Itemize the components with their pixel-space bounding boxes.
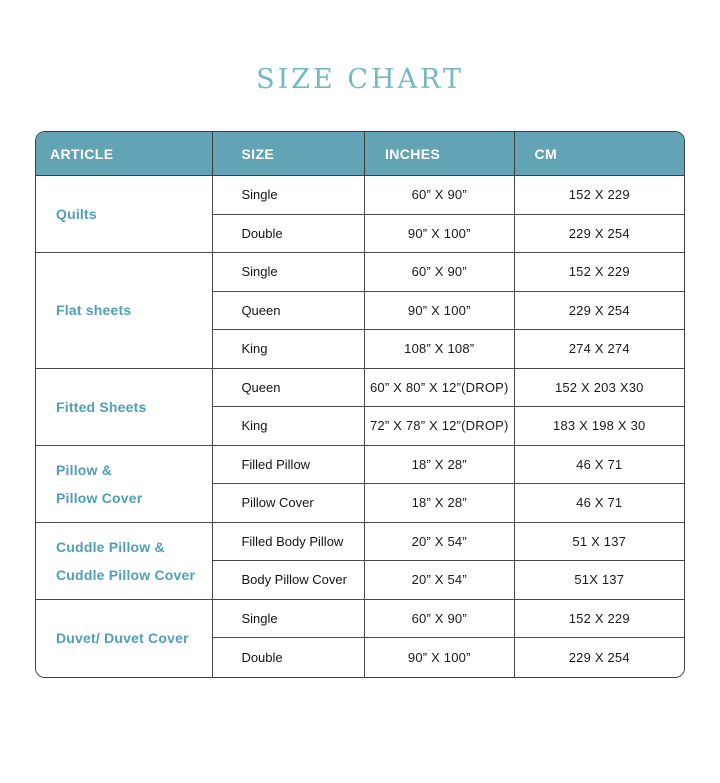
column-header-inches: INCHES bbox=[365, 132, 515, 176]
inches-cell: 20” X 54” bbox=[365, 523, 515, 562]
cm-cell: 46 X 71 bbox=[515, 446, 684, 485]
article-label: Quilts bbox=[56, 206, 97, 222]
cm-cell: 152 X 203 X30 bbox=[515, 369, 684, 408]
article-label: Duvet/ Duvet Cover bbox=[56, 630, 189, 646]
size-cell: Single bbox=[213, 176, 365, 215]
article-label: Pillow & bbox=[56, 461, 113, 478]
cm-cell: 183 X 198 X 30 bbox=[515, 407, 684, 446]
size-cell: Double bbox=[213, 638, 365, 677]
size-cell: Body Pillow Cover bbox=[213, 561, 365, 600]
article-cell bbox=[36, 600, 213, 677]
inches-cell: 60” X 90” bbox=[365, 253, 515, 292]
cm-cell: 51X 137 bbox=[515, 561, 684, 600]
article-label: Cuddle Pillow Cover bbox=[56, 566, 196, 583]
cm-cell: 229 X 254 bbox=[515, 215, 684, 254]
size-cell: Single bbox=[213, 253, 365, 292]
column-header-cm: CM bbox=[515, 132, 684, 176]
size-cell: Pillow Cover bbox=[213, 484, 365, 523]
article-label: Cuddle Pillow & bbox=[56, 538, 165, 555]
inches-cell: 90” X 100” bbox=[365, 638, 515, 677]
cm-cell: 51 X 137 bbox=[515, 523, 684, 562]
inches-cell: 90” X 100” bbox=[365, 215, 515, 254]
size-cell: Queen bbox=[213, 292, 365, 331]
inches-cell: 108” X 108” bbox=[365, 330, 515, 369]
size-chart-page bbox=[0, 64, 720, 783]
page-title: SIZE CHART bbox=[256, 64, 464, 95]
inches-cell: 18” X 28” bbox=[365, 484, 515, 523]
column-header-size: SIZE bbox=[213, 132, 365, 176]
article-label: Flat sheets bbox=[56, 302, 132, 319]
size-cell: Double bbox=[213, 215, 365, 254]
article-cell bbox=[36, 446, 213, 523]
inches-cell: 20” X 54” bbox=[365, 561, 515, 600]
size-cell: Filled Body Pillow bbox=[213, 523, 365, 562]
article-cell bbox=[36, 253, 213, 369]
size-cell: King bbox=[213, 330, 365, 369]
inches-cell: 18” X 28” bbox=[365, 446, 515, 485]
inches-cell: 72” X 78” X 12”(DROP) bbox=[365, 407, 515, 446]
cm-cell: 152 X 229 bbox=[515, 253, 684, 292]
size-cell: King bbox=[213, 407, 365, 446]
inches-cell: 60” X 90” bbox=[365, 600, 515, 639]
article-cell bbox=[36, 176, 213, 253]
size-chart-table bbox=[35, 131, 685, 678]
cm-cell: 152 X 229 bbox=[515, 176, 684, 215]
size-cell: Single bbox=[213, 600, 365, 639]
article-label: Pillow Cover bbox=[56, 489, 143, 506]
article-label: Fitted Sheets bbox=[56, 398, 147, 415]
cm-cell: 152 X 229 bbox=[515, 600, 684, 639]
inches-cell: 60” X 80” X 12”(DROP) bbox=[365, 369, 515, 408]
size-cell: Filled Pillow bbox=[213, 446, 365, 485]
cm-cell: 229 X 254 bbox=[515, 292, 684, 331]
cm-cell: 229 X 254 bbox=[515, 638, 684, 677]
size-cell: Queen bbox=[213, 369, 365, 408]
column-header-article: ARTICLE bbox=[36, 132, 213, 176]
inches-cell: 60” X 90” bbox=[365, 176, 515, 215]
inches-cell: 90” X 100” bbox=[365, 292, 515, 331]
article-cell bbox=[36, 369, 213, 446]
article-cell bbox=[36, 523, 213, 600]
cm-cell: 274 X 274 bbox=[515, 330, 684, 369]
cm-cell: 46 X 71 bbox=[515, 484, 684, 523]
